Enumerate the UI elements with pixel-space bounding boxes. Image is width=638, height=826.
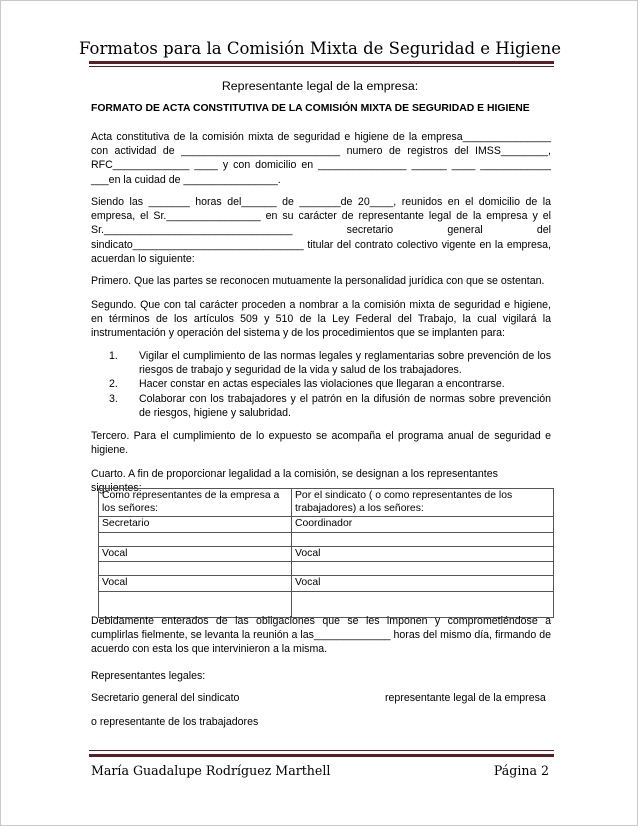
format-title: FORMATO DE ACTA CONSTITUTIVA DE LA COMISIÓN MIXTA DE SEGURIDAD E HIGIENE [91, 103, 530, 114]
paragraph-tercero: Tercero. Para el cumplimiento de lo expuesto se acompaña el programa anual de seguridad e higiene. [91, 430, 551, 457]
paragraph-segundo: Segundo. Que con tal carácter proceden a nombrar a la comisión mixta de seguridad e higiene, en términos de los artículos 509 y 510 de la Ley Federal del Trabajo, la cual vigilará la instrumentación y operación del sistema y de los procedimientos que se implanten para: [91, 299, 551, 340]
table-header-right: Por el sindicato ( o como representantes de los trabajadores) a los señores: [292, 489, 554, 517]
footer-rule-thick [89, 754, 554, 757]
paragraph-debidamente: Debidamente enterados de las obligaciones que se les imponen y comprometiéndose a cumplirlas fielmente, se levanta la reunión a las_____________ horas del mismo día, firmando de acuerdo con esta los que intervinieron a la misma. [91, 615, 551, 656]
table-cell: Vocal [292, 576, 554, 592]
paragraph-representantes: Representantes legales: [91, 670, 206, 682]
list-item-text: Colaborar con los trabajadores y el patrón en la difusión de normas sobre prevención de riesgos, higiene y salubridad. [139, 392, 551, 419]
signature-workers-rep: o representante de los trabajadores [91, 716, 259, 728]
header-title: Formatos para la Comisión Mixta de Seguridad e Higiene [79, 39, 561, 58]
list-item: 1. Vigilar el cumplimiento de las normas legales y reglamentarias sobre prevención de los riesgos de trabajo y seguridad de la vida y salud de los trabajadores. [109, 350, 551, 377]
table-header-row [99, 489, 554, 517]
header-rule-thin [89, 66, 554, 67]
footer-rule-thin [89, 750, 554, 751]
representative-title: Representante legal de la empresa: [221, 79, 419, 93]
list-item: 2. Hacer constar en actas especiales las violaciones que llegaran a encontrarse. [109, 378, 505, 391]
numbered-list [91, 349, 551, 420]
signature-company-rep: representante legal de la empresa [385, 692, 546, 704]
table-cell [99, 562, 292, 576]
table-header-left: Como representantes de la empresa a los señores: [99, 489, 292, 517]
paragraph-primero: Primero. Que las partes se reconocen mutuamente la personalidad jurídica con que se ostentan. [91, 275, 545, 287]
table-cell [292, 562, 554, 576]
table-cell: Vocal [99, 576, 292, 592]
table-row [99, 576, 554, 592]
table-cell [292, 532, 554, 546]
representatives-table [98, 488, 554, 618]
table-row [99, 517, 554, 533]
list-item: 3. Colaborar con los trabajadores y el patrón en la difusión de normas sobre prevención de riesgos, higiene y salubridad. [109, 392, 551, 419]
footer-author: María Guadalupe Rodríguez Marthell [91, 763, 331, 778]
table-cell [99, 532, 292, 546]
table-row [99, 532, 554, 546]
table-row [99, 546, 554, 562]
table-cell: Vocal [292, 546, 554, 562]
footer-page-number: Página 2 [493, 763, 549, 778]
paragraph-cuarto: Cuarto. A fin de proporcionar legalidad a la comisión, se designan a los representantes siguientes: [91, 468, 498, 495]
table-row [99, 562, 554, 576]
paragraph-acta: Acta constitutiva de la comisión mixta de seguridad e higiene de la empresa_______________ con actividad de ___________________________ numero de registros del IMSS________, RFC_____________ ____ y con domicilio en _______________ ______ ____ ____________ ___en la cuidad de ________________. [91, 131, 551, 186]
table-cell: Secretario [99, 517, 292, 533]
signature-union-secretary: Secretario general del sindicato [91, 692, 240, 704]
table-cell: Vocal [99, 546, 292, 562]
list-item-text: Hacer constar en actas especiales las violaciones que llegaran a encontrarse. [139, 378, 505, 391]
table-cell: Coordinador [292, 517, 554, 533]
list-item-text: Vigilar el cumplimiento de las normas legales y reglamentarias sobre prevención de los riesgos de trabajo y seguridad de la vida y salud de los trabajadores. [139, 350, 551, 377]
paragraph-siendo: Siendo las _______ horas del______ de _______de 20____, reunidos en el domicilio de la empresa, el Sr.________________ en su carácter de representante legal de la empresa y el Sr.________________________________ secretario general del sindicato_____________________________ titular del contrato colectivo vigente en la empresa, acuerdan lo siguiente: [91, 196, 551, 265]
header-rule-thick [89, 61, 554, 64]
